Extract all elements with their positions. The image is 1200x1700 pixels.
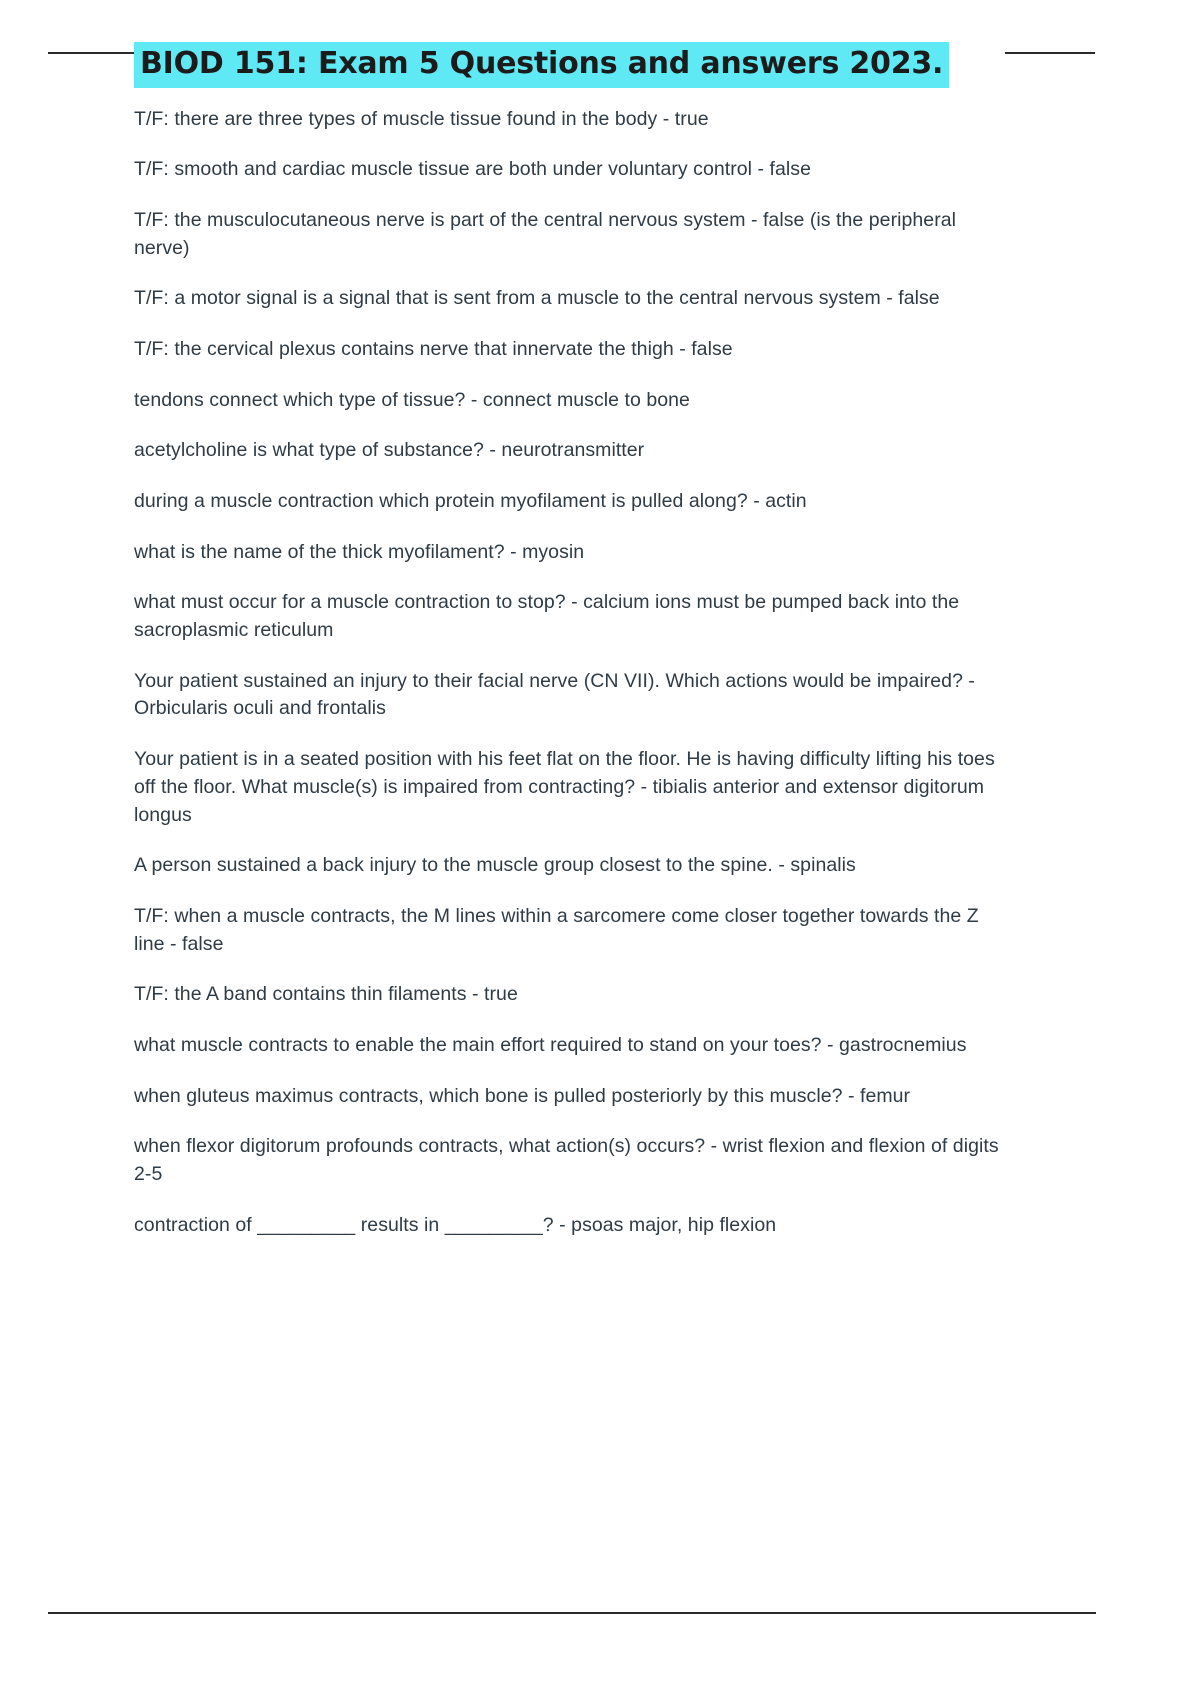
list-item: Your patient sustained an injury to their facial nerve (CN VII). Which actions would be impaired? - Orbicularis oculi and frontalis [134,669,975,720]
document-content [134,42,1014,1262]
header-rule-left [48,52,138,54]
list-item: T/F: the A band contains thin filaments - true [134,983,518,1006]
page-title: BIOD 151: Exam 5 Questions and answers 2023. [134,42,949,88]
list-item: Your patient is in a seated position with his feet flat on the floor. He is having difficulty lifting his toes off the floor. What muscle(s) is impaired from contracting? - tibialis anterior and extensor digitorum longus [134,748,995,826]
header-rule-right [1005,52,1095,54]
list-item: when flexor digitorum profounds contracts, what action(s) occurs? - wrist flexion and flexion of digits 2-5 [134,1135,999,1185]
list-item: tendons connect which type of tissue? - connect muscle to bone [134,388,690,411]
list-item: when gluteus maximus contracts, which bone is pulled posteriorly by this muscle? - femur [134,1084,911,1107]
list-item: T/F: the musculocutaneous nerve is part of the central nervous system - false (is the peripheral nerve) [134,208,957,259]
list-item: acetylcholine is what type of substance? - neurotransmitter [134,439,645,462]
list-item: T/F: when a muscle contracts, the M lines within a sarcomere come closer together towards the Z line - false [134,904,979,955]
list-item: A person sustained a back injury to the muscle group closest to the spine. - spinalis [134,854,856,877]
footer-rule [48,1612,1096,1614]
list-item: T/F: the cervical plexus contains nerve that innervate the thigh - false [134,337,733,360]
list-item: contraction of _________ results in _________? - psoas major, hip flexion [134,1213,777,1236]
list-item: T/F: a motor signal is a signal that is sent from a muscle to the central nervous system - false [134,287,940,310]
list-item: what muscle contracts to enable the main effort required to stand on your toes? - gastrocnemius [134,1033,967,1056]
list-item: T/F: smooth and cardiac muscle tissue are both under voluntary control - false [134,158,811,181]
list-item: T/F: there are three types of muscle tissue found in the body - true [134,107,709,130]
list-item: what is the name of the thick myofilament? - myosin [134,540,585,563]
question-answer-list [134,106,1014,1240]
list-item: during a muscle contraction which protein myofilament is pulled along? - actin [134,490,807,512]
list-item: what must occur for a muscle contraction to stop? - calcium ions must be pumped back into the sacroplasmic reticulum [134,591,960,642]
